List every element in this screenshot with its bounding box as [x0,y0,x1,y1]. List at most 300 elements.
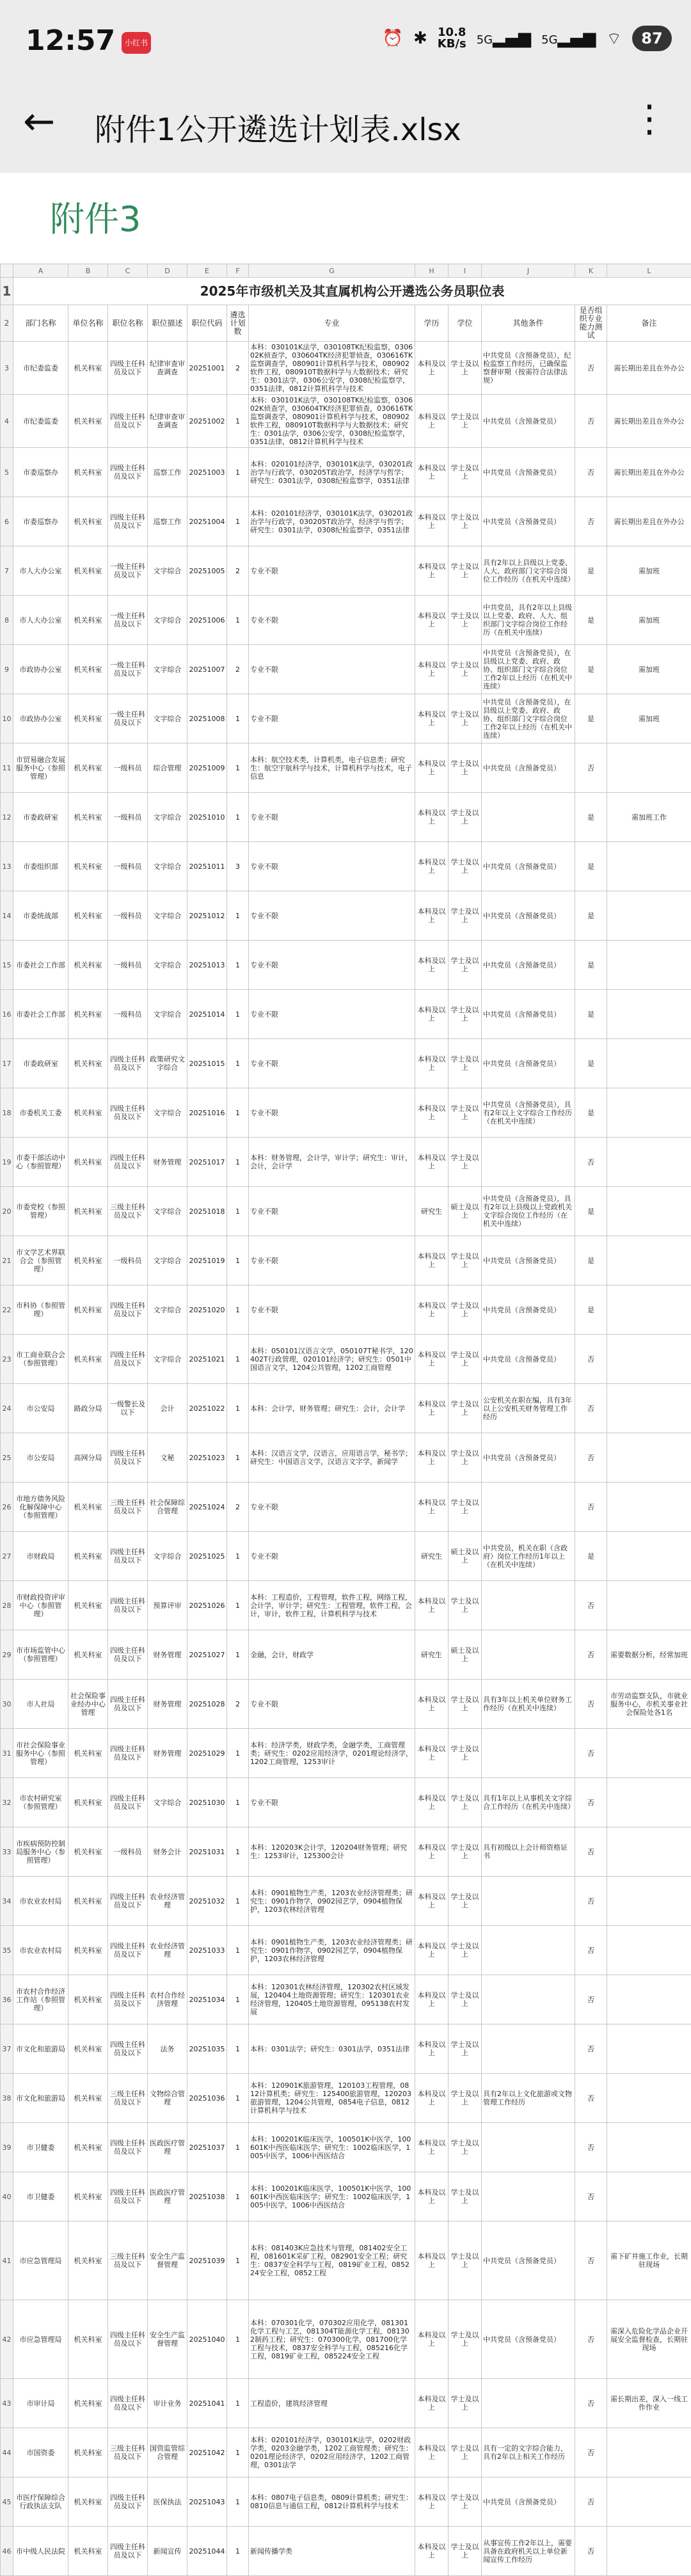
cell[interactable]: 市科协（参照管理） [13,1285,68,1335]
cell[interactable]: 本科及以上 [415,1138,449,1187]
cell[interactable]: 否 [575,342,607,395]
cell[interactable]: 20251001 [187,342,227,395]
cell[interactable]: 市纪委监委 [13,395,68,448]
cell[interactable]: 20251007 [187,645,227,694]
cell[interactable]: 学士及以上 [449,1581,482,1630]
cell[interactable]: 财务管理 [148,1729,187,1778]
cell[interactable]: 本科及以上 [415,891,449,941]
cell[interactable]: 市公安局 [13,1384,68,1433]
cell[interactable] [607,1581,691,1630]
cell[interactable]: 1 [227,891,249,941]
row-number[interactable]: 46 [1,2527,13,2576]
cell[interactable]: 20251016 [187,1088,227,1138]
cell[interactable]: 机关科室 [68,743,108,793]
cell[interactable]: 文字综合 [148,1778,187,1827]
cell[interactable]: 本科：020101经济学，030101K法学，0202财政学类，0203金融学类，1202工商管理类；研究生：0201理论经济学，0202应用经济学，1202工商管理，0301法学 [249,2428,415,2477]
cell[interactable]: 文物综合管理 [148,2074,187,2123]
cell[interactable]: 学士及以上 [449,941,482,990]
cell[interactable]: 20251012 [187,891,227,941]
cell[interactable]: 中共党员（含预备党员） [482,1039,575,1088]
cell[interactable]: 本科及以上 [415,596,449,645]
cell[interactable]: 学士及以上 [449,1778,482,1827]
cell[interactable]: 否 [575,1729,607,1778]
cell[interactable]: 1 [227,2024,249,2074]
cell[interactable]: 文字综合 [148,694,187,743]
row-number[interactable]: 9 [1,645,13,694]
cell[interactable]: 四级主任科员及以下 [108,1581,148,1630]
cell[interactable]: 1 [227,497,249,546]
cell[interactable]: 本科及以上 [415,990,449,1039]
cell[interactable]: 本科及以上 [415,342,449,395]
cell[interactable]: 本科及以上 [415,497,449,546]
cell[interactable]: 20251043 [187,2477,227,2527]
cell[interactable]: 中共党员（含预备党员），纪检监察工作经历，已确保监察督审期（按需符合法律法规） [482,342,575,395]
header-cell[interactable]: 职位代码 [187,305,227,342]
corner-cell[interactable] [1,264,13,278]
cell[interactable]: 四级主任科员及以下 [108,497,148,546]
cell[interactable] [607,1778,691,1827]
cell[interactable]: 机关科室 [68,1335,108,1384]
cell[interactable]: 本科及以上 [415,1088,449,1138]
cell[interactable]: 机关科室 [68,1138,108,1187]
cell[interactable]: 市委党校（参照管理） [13,1187,68,1236]
cell[interactable]: 专业不限 [249,694,415,743]
cell[interactable]: 中共党员（含预备党员） [482,2477,575,2527]
header-cell[interactable]: 遴选计划数 [227,305,249,342]
cell[interactable]: 四级主任科员及以下 [108,2123,148,2172]
cell[interactable]: 本科及以上 [415,694,449,743]
cell[interactable]: 否 [575,448,607,497]
cell[interactable] [607,2477,691,2527]
cell[interactable] [607,1384,691,1433]
cell[interactable]: 本科：汉语言文学，汉语言，应用语言学，秘书学；研究生：中国语言文学，汉语言文字学，新闻学 [249,1433,415,1483]
cell[interactable] [607,1926,691,1975]
cell[interactable]: 本科：030101K法学，030108TK纪检监察，030602K侦查学，030604TK经济犯罪侦查，030616TK监察调查学，080901计算机科学与技术，080902软件工程，080910T数据科学与大数据技术；研究生：0301法学，0306公安学，0308纪检监察学，0351法律，0812计算机科学与技术 [249,395,415,448]
row-number[interactable]: 35 [1,1926,13,1975]
cell[interactable]: 市纪委监委 [13,342,68,395]
cell[interactable]: 一级主任科员及以下 [108,546,148,596]
cell[interactable]: 文字综合 [148,842,187,891]
column-header[interactable]: H [415,264,449,278]
cell[interactable]: 否 [575,1630,607,1680]
cell[interactable]: 学士及以上 [449,497,482,546]
cell[interactable]: 学士及以上 [449,2300,482,2379]
cell[interactable]: 中共党员（含预备党员） [482,891,575,941]
cell[interactable]: 本科及以上 [415,2172,449,2222]
cell[interactable]: 20251004 [187,497,227,546]
row-number[interactable]: 10 [1,694,13,743]
cell[interactable]: 本科及以上 [415,793,449,842]
cell[interactable]: 机关科室 [68,2477,108,2527]
row-number[interactable]: 32 [1,1778,13,1827]
cell[interactable]: 中共党员（含预备党员），在县级以上党委、政府、政协、组织部门文字综合岗位工作2年以上经历（在机关中连续） [482,645,575,694]
cell[interactable] [482,1483,575,1532]
cell[interactable]: 2 [227,342,249,395]
cell[interactable] [482,1975,575,2024]
cell[interactable]: 需下矿井施工作业，长期驻现场 [607,2222,691,2300]
cell[interactable]: 本科：经济学类，财政学类，金融学类，工商管理类；研究生：0202应用经济学，0201理论经济学，1202工商管理，1253审计 [249,1729,415,1778]
cell[interactable]: 机关科室 [68,793,108,842]
cell[interactable] [482,1926,575,1975]
cell[interactable]: 三级主任科员及以下 [108,1483,148,1532]
cell[interactable]: 2 [227,645,249,694]
cell[interactable] [482,1630,575,1680]
cell[interactable]: 机关科室 [68,1088,108,1138]
cell[interactable]: 本科及以上 [415,1384,449,1433]
cell[interactable]: 市委统战部 [13,891,68,941]
cell[interactable]: 机关科室 [68,1729,108,1778]
cell[interactable]: 学士及以上 [449,2172,482,2222]
cell[interactable]: 是 [575,1285,607,1335]
cell[interactable] [607,2074,691,2123]
cell[interactable]: 20251031 [187,1827,227,1877]
cell[interactable]: 1 [227,1285,249,1335]
cell[interactable]: 20251027 [187,1630,227,1680]
cell[interactable]: 1 [227,1630,249,1680]
row-number[interactable]: 23 [1,1335,13,1384]
cell[interactable]: 否 [575,1581,607,1630]
cell[interactable]: 本科：070301化学，070302应用化学，081301化学工程与工艺，081304T能源化学工程，081302制药工程；研究生：070300化学，081700化学工程与技术，0837安全科学与工程，085216化学工程，0819矿业工程，085224安全工程 [249,2300,415,2379]
cell[interactable]: 机关科室 [68,1630,108,1680]
cell[interactable]: 是 [575,546,607,596]
cell[interactable]: 市社会保险事业服务中心（参照管理） [13,1729,68,1778]
cell[interactable]: 20251032 [187,1877,227,1926]
cell[interactable]: 20251021 [187,1335,227,1384]
cell[interactable]: 市农村合作经济工作站（参照管理） [13,1975,68,2024]
cell[interactable]: 本科及以上 [415,2527,449,2576]
cell[interactable]: 否 [575,1827,607,1877]
cell[interactable]: 文字综合 [148,941,187,990]
cell[interactable]: 机关科室 [68,990,108,1039]
cell[interactable]: 学士及以上 [449,1285,482,1335]
row-number[interactable]: 37 [1,2024,13,2074]
cell[interactable]: 本科及以上 [415,1680,449,1729]
cell[interactable]: 中共党员（含预备党员） [482,1236,575,1285]
cell[interactable]: 机关科室 [68,1581,108,1630]
cell[interactable]: 文字综合 [148,891,187,941]
column-header[interactable]: A [13,264,68,278]
cell[interactable]: 20251020 [187,1285,227,1335]
cell[interactable]: 市委政研室 [13,1039,68,1088]
cell[interactable]: 文字综合 [148,1285,187,1335]
cell[interactable] [607,1088,691,1138]
cell[interactable]: 本科：050101汉语言文学，050107T秘书学，120402T行政管理，020101经济学；研究生：0501中国语言文学，1204公共管理，1202工商管理 [249,1335,415,1384]
cell[interactable]: 否 [575,497,607,546]
cell[interactable]: 机关科室 [68,342,108,395]
row-number[interactable]: 7 [1,546,13,596]
cell[interactable]: 是 [575,941,607,990]
cell[interactable]: 学士及以上 [449,1877,482,1926]
cell[interactable]: 一级科员 [108,793,148,842]
cell[interactable]: 纪律审查审查调查 [148,395,187,448]
cell[interactable]: 1 [227,793,249,842]
cell[interactable]: 文字综合 [148,1088,187,1138]
cell[interactable]: 1 [227,2428,249,2477]
cell[interactable]: 市公安局 [13,1433,68,1483]
cell[interactable]: 机关科室 [68,2428,108,2477]
cell[interactable] [607,2123,691,2172]
cell[interactable]: 3 [227,842,249,891]
row-number[interactable]: 16 [1,990,13,1039]
cell[interactable]: 专业不限 [249,1483,415,1532]
cell[interactable] [607,2428,691,2477]
cell[interactable]: 1 [227,1138,249,1187]
cell[interactable]: 20251028 [187,1680,227,1729]
cell[interactable]: 新闻传播学类 [249,2527,415,2576]
cell[interactable] [607,1729,691,1778]
cell[interactable]: 是 [575,1088,607,1138]
row-number[interactable]: 3 [1,342,13,395]
cell[interactable]: 学士及以上 [449,1680,482,1729]
cell[interactable]: 是 [575,1187,607,1236]
cell[interactable]: 三级主任科员及以下 [108,2222,148,2300]
cell[interactable]: 中共党员（含预备党员） [482,2300,575,2379]
cell[interactable]: 机关科室 [68,596,108,645]
cell[interactable]: 四级主任科员及以下 [108,1285,148,1335]
cell[interactable]: 专业不限 [249,1088,415,1138]
cell[interactable]: 需加班 [607,694,691,743]
cell[interactable]: 农业经济管理 [148,1926,187,1975]
cell[interactable]: 1 [227,1877,249,1926]
cell[interactable]: 市委巡察办 [13,448,68,497]
cell[interactable]: 20251005 [187,546,227,596]
cell[interactable]: 路政分局 [68,1384,108,1433]
cell[interactable]: 学士及以上 [449,1335,482,1384]
cell[interactable]: 财务会计 [148,1827,187,1877]
row-number[interactable]: 30 [1,1680,13,1729]
cell[interactable]: 本科：020101经济学，030101K法学，030201政治学与行政学，030205T政治学，经济学与哲学；研究生：0301法学，0308纪检监察学，0351法律 [249,448,415,497]
cell[interactable]: 本科及以上 [415,645,449,694]
cell[interactable]: 本科及以上 [415,941,449,990]
cell[interactable]: 否 [575,1335,607,1384]
cell[interactable]: 巡察工作 [148,497,187,546]
cell[interactable]: 20251030 [187,1778,227,1827]
cell[interactable]: 否 [575,2379,607,2428]
header-cell[interactable]: 职位描述 [148,305,187,342]
cell[interactable]: 市审计局 [13,2379,68,2428]
cell[interactable] [607,2527,691,2576]
cell[interactable]: 专业不限 [249,645,415,694]
cell[interactable]: 机关科室 [68,1975,108,2024]
cell[interactable]: 市文化和旅游局 [13,2024,68,2074]
cell[interactable]: 本科：0301法学；研究生：0301法学，0351法律 [249,2024,415,2074]
cell[interactable]: 学士及以上 [449,342,482,395]
cell[interactable]: 需加班 [607,596,691,645]
cell[interactable]: 1 [227,990,249,1039]
cell[interactable]: 需长期出差且在外办公 [607,497,691,546]
cell[interactable]: 高网分局 [68,1433,108,1483]
row-number[interactable]: 6 [1,497,13,546]
cell[interactable]: 20251022 [187,1384,227,1433]
cell[interactable]: 四级主任科员及以下 [108,1088,148,1138]
cell[interactable]: 是 [575,842,607,891]
cell[interactable]: 中共党员（含预备党员） [482,842,575,891]
cell[interactable] [607,891,691,941]
cell[interactable]: 安全生产监督管理 [148,2300,187,2379]
cell[interactable] [482,2379,575,2428]
cell[interactable]: 财务管理 [148,1138,187,1187]
cell[interactable]: 本科及以上 [415,1285,449,1335]
row-number[interactable]: 41 [1,2222,13,2300]
cell[interactable] [482,1729,575,1778]
cell[interactable]: 学士及以上 [449,645,482,694]
cell[interactable]: 学士及以上 [449,395,482,448]
cell[interactable]: 市农村研究室（参照管理） [13,1778,68,1827]
cell[interactable]: 综合管理 [148,743,187,793]
cell[interactable]: 需要数据分析，经常加班 [607,1630,691,1680]
cell[interactable]: 市应急管理局 [13,2222,68,2300]
cell[interactable]: 否 [575,1778,607,1827]
cell[interactable]: 本科及以上 [415,2074,449,2123]
cell[interactable]: 本科及以上 [415,1778,449,1827]
row-number[interactable]: 5 [1,448,13,497]
cell[interactable]: 1 [227,694,249,743]
cell[interactable]: 机关科室 [68,645,108,694]
cell[interactable]: 机关科室 [68,2300,108,2379]
row-number[interactable]: 24 [1,1384,13,1433]
cell[interactable]: 否 [575,1433,607,1483]
cell[interactable]: 20251011 [187,842,227,891]
cell[interactable]: 本科及以上 [415,2024,449,2074]
cell[interactable]: 机关科室 [68,497,108,546]
cell[interactable]: 20251026 [187,1581,227,1630]
cell[interactable]: 四级主任科员及以下 [108,2024,148,2074]
cell[interactable]: 新闻宣传 [148,2527,187,2576]
row-number[interactable]: 36 [1,1975,13,2024]
cell[interactable]: 专业不限 [249,546,415,596]
spreadsheet-grid[interactable] [0,264,691,2576]
cell[interactable]: 预算评审 [148,1581,187,1630]
cell[interactable]: 1 [227,1532,249,1581]
cell[interactable]: 机关科室 [68,1285,108,1335]
cell[interactable]: 本科及以上 [415,2123,449,2172]
cell[interactable] [607,1335,691,1384]
cell[interactable]: 文字综合 [148,990,187,1039]
cell[interactable]: 专业不限 [249,1285,415,1335]
cell[interactable]: 否 [575,1138,607,1187]
cell[interactable]: 硕士及以上 [449,1630,482,1680]
cell[interactable]: 本科及以上 [415,448,449,497]
cell[interactable]: 市委机关工委 [13,1088,68,1138]
row-number[interactable]: 28 [1,1581,13,1630]
cell[interactable]: 一级科员 [108,990,148,1039]
row-number[interactable]: 2 [1,305,13,342]
cell[interactable]: 市贸易融合发展服务中心（参照管理） [13,743,68,793]
row-number[interactable]: 27 [1,1532,13,1581]
cell[interactable]: 20251002 [187,395,227,448]
cell[interactable] [607,941,691,990]
cell[interactable]: 1 [227,1384,249,1433]
cell[interactable]: 1 [227,1581,249,1630]
cell[interactable]: 四级主任科员及以下 [108,1877,148,1926]
cell[interactable]: 市医疗保障综合行政执法支队 [13,2477,68,2527]
cell[interactable]: 市疾病预防控制局服务中心（参照管理） [13,1827,68,1877]
cell[interactable]: 1 [227,1433,249,1483]
row-number[interactable]: 25 [1,1433,13,1483]
header-cell[interactable]: 备注 [607,305,691,342]
cell[interactable]: 市人大办公室 [13,596,68,645]
cell[interactable]: 学士及以上 [449,1138,482,1187]
cell[interactable]: 是 [575,891,607,941]
header-cell[interactable]: 是否组织专业能力测试 [575,305,607,342]
cell[interactable]: 本科及以上 [415,1926,449,1975]
column-header[interactable]: I [449,264,482,278]
cell[interactable]: 中共党员，具有2年以上县级以上党委、政府、人大、组织部门文字综合岗位工作经历（在机关中连续） [482,596,575,645]
column-header[interactable]: G [249,264,415,278]
cell[interactable]: 中共党员（含预备党员） [482,1285,575,1335]
cell[interactable]: 机关科室 [68,1532,108,1581]
cell[interactable]: 本科及以上 [415,546,449,596]
cell[interactable]: 本科及以上 [415,1335,449,1384]
cell[interactable]: 1 [227,1187,249,1236]
cell[interactable]: 需长期出差且在外办公 [607,448,691,497]
row-number[interactable]: 17 [1,1039,13,1088]
row-number[interactable]: 4 [1,395,13,448]
cell[interactable]: 四级主任科员及以下 [108,342,148,395]
cell[interactable]: 机关科室 [68,2379,108,2428]
back-arrow-icon[interactable]: ← [23,102,55,141]
cell[interactable]: 四级主任科员及以下 [108,2379,148,2428]
cell[interactable]: 2 [227,1483,249,1532]
cell[interactable]: 市农业农村局 [13,1926,68,1975]
cell[interactable] [607,1827,691,1877]
row-number[interactable]: 11 [1,743,13,793]
cell[interactable]: 文字综合 [148,793,187,842]
cell[interactable]: 市委干部活动中心（参照管理） [13,1138,68,1187]
cell[interactable]: 中共党员（含预备党员） [482,743,575,793]
row-number[interactable]: 38 [1,2074,13,2123]
cell[interactable]: 市文化和旅游局 [13,2074,68,2123]
row-number[interactable]: 39 [1,2123,13,2172]
cell[interactable]: 市委社会工作部 [13,941,68,990]
cell[interactable]: 市委组织部 [13,842,68,891]
cell[interactable]: 1 [227,2172,249,2222]
cell[interactable]: 20251034 [187,1975,227,2024]
cell[interactable]: 市财政局 [13,1532,68,1581]
cell[interactable]: 本科：030101K法学，030108TK纪检监察，030602K侦查学，030604TK经济犯罪侦查，030616TK监察调查学，080901计算机科学与技术，080902软件工程，080910T数据科学与大数据技术；研究生：0301法学，0306公安学，0308纪检监察学，0351法律，0812计算机科学与技术 [249,342,415,395]
cell[interactable]: 否 [575,1975,607,2024]
column-header[interactable]: L [607,264,691,278]
cell[interactable]: 本科：120901K旅游管理，120103工程管理，0812计算机类；研究生：125400旅游管理，120203旅游管理，1204公共管理，0854电子信息，0812计算机科学与技术 [249,2074,415,2123]
cell[interactable]: 学士及以上 [449,694,482,743]
cell[interactable]: 三级主任科员及以下 [108,2074,148,2123]
cell[interactable]: 具有1年以上从事机关文字综合工作经历（在机关中连续） [482,1778,575,1827]
cell[interactable]: 中共党员（含预备党员），具有2年以上县级以上党政机关文字综合岗位工作经历（在机关中连续） [482,1187,575,1236]
cell[interactable]: 1 [227,1729,249,1778]
header-cell[interactable]: 单位名称 [68,305,108,342]
cell[interactable]: 学士及以上 [449,596,482,645]
cell[interactable]: 1 [227,1778,249,1827]
cell[interactable]: 机关科室 [68,2123,108,2172]
cell[interactable]: 四级主任科员及以下 [108,1778,148,1827]
cell[interactable]: 机关科室 [68,891,108,941]
cell[interactable]: 否 [575,1680,607,1729]
cell[interactable]: 1 [227,2379,249,2428]
cell[interactable]: 市卫健委 [13,2123,68,2172]
cell[interactable]: 市人大办公室 [13,546,68,596]
cell[interactable] [607,1433,691,1483]
cell[interactable]: 否 [575,1877,607,1926]
cell[interactable]: 是 [575,1532,607,1581]
cell[interactable]: 本科及以上 [415,2300,449,2379]
cell[interactable]: 法务 [148,2024,187,2074]
cell[interactable]: 政策研究文字综合 [148,1039,187,1088]
cell[interactable]: 一级科员 [108,1236,148,1285]
cell[interactable]: 中共党员（含预备党员） [482,2222,575,2300]
column-header[interactable]: E [187,264,227,278]
row-number[interactable]: 29 [1,1630,13,1680]
cell[interactable]: 文字综合 [148,1335,187,1384]
